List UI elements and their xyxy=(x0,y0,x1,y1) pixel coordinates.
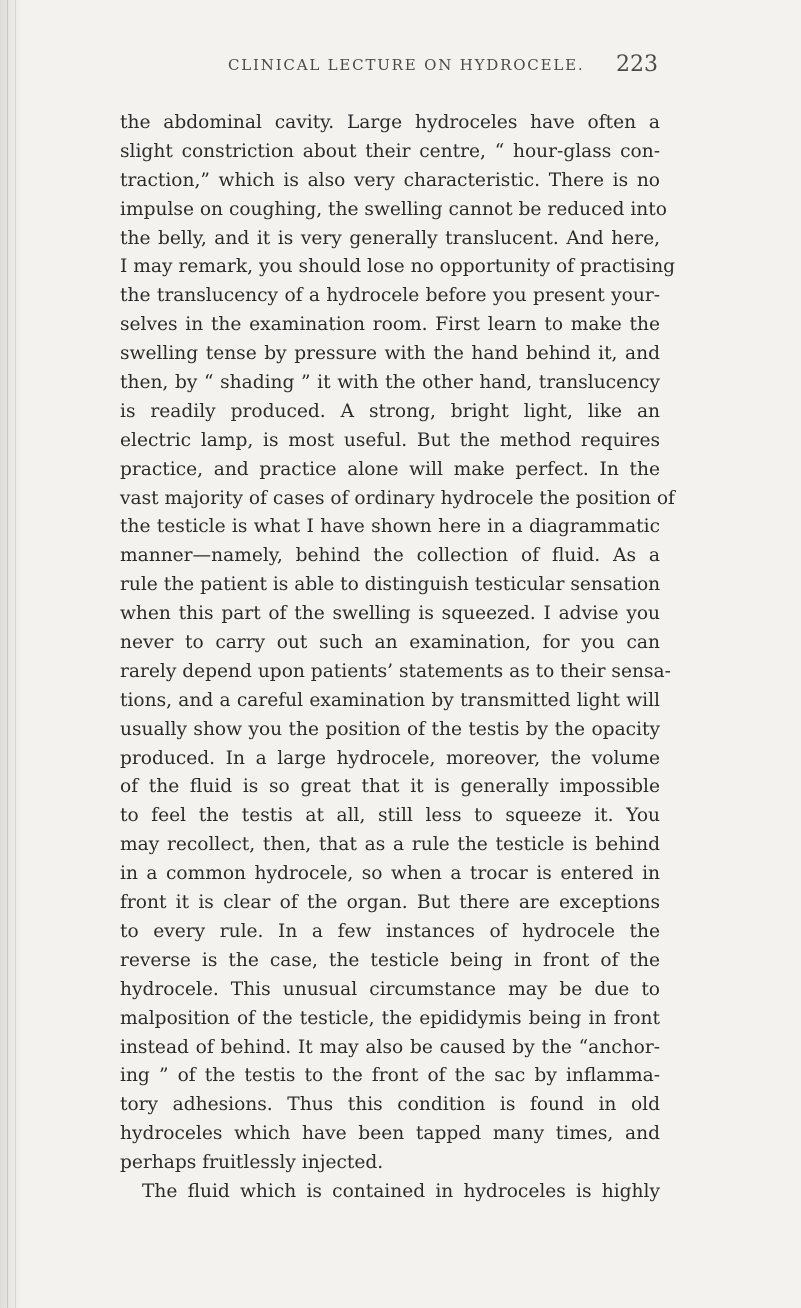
text-line: selves in the examination room. First learn to make the xyxy=(120,314,660,336)
text-line: The fluid which is contained in hydroceles is highly xyxy=(142,1180,660,1202)
text-line: I may remark, you should lose no opportunity of practising xyxy=(120,256,676,278)
text-line: electric lamp, is most useful. But the method requires xyxy=(120,429,660,451)
text-line: produced. In a large hydrocele, moreover, the volume xyxy=(120,747,660,769)
text-line: impulse on coughing, the swelling cannot be reduced into xyxy=(120,198,667,220)
text-line: slight constriction about their centre, “ hour-glass con- xyxy=(120,140,660,162)
text-line: when this part of the swelling is squeezed. I advise you xyxy=(120,603,660,625)
text-line: usually show you the position of the testis by the opacity xyxy=(120,718,660,740)
text-line: tory adhesions. Thus this condition is found in old xyxy=(120,1094,660,1116)
text-line: never to carry out such an examination, for you can xyxy=(120,632,660,654)
text-line: the testicle is what I have shown here in a diagrammatic xyxy=(120,516,660,538)
text-line: front it is clear of the organ. But there are exceptions xyxy=(120,892,660,914)
running-head: CLINICAL LECTURE ON HYDROCELE. xyxy=(228,56,585,74)
text-line: manner—namely, behind the collection of fluid. As a xyxy=(120,545,660,567)
text-line: hydroceles which have been tapped many times, and xyxy=(120,1123,660,1145)
text-line: to feel the testis at all, still less to squeeze it. You xyxy=(120,805,660,827)
text-line: practice, and practice alone will make perfect. In the xyxy=(120,458,660,480)
text-line: traction,” which is also very characteristic. There is no xyxy=(120,169,660,191)
page-header xyxy=(0,52,801,86)
text-line: perhaps fruitlessly injected. xyxy=(120,1152,384,1174)
text-line: to every rule. In a few instances of hydrocele the xyxy=(120,920,660,942)
text-line: then, by “ shading ” it with the other hand, translucency xyxy=(120,372,660,394)
text-line: vast majority of cases of ordinary hydrocele the position of xyxy=(120,487,675,509)
text-line: instead of behind. It may also be caused by the “anchor- xyxy=(120,1036,660,1058)
text-line: may recollect, then, that as a rule the testicle is behind xyxy=(120,834,660,856)
text-line: tions, and a careful examination by transmitted light will xyxy=(120,689,660,711)
body-text xyxy=(120,109,676,1207)
text-line: hydrocele. This unusual circumstance may be due to xyxy=(120,978,660,1000)
text-line: of the fluid is so great that it is generally impossible xyxy=(120,776,660,798)
page-number: 223 xyxy=(616,52,658,77)
text-line: ing ” of the testis to the front of the sac by inflamma- xyxy=(120,1065,660,1087)
text-line: in a common hydrocele, so when a trocar is entered in xyxy=(120,863,660,885)
text-line: rarely depend upon patients’ statements as to their sensa- xyxy=(120,660,671,682)
page-edge xyxy=(0,0,22,1308)
text-line: reverse is the case, the testicle being in front of the xyxy=(120,949,660,971)
text-line: the translucency of a hydrocele before you present your- xyxy=(120,285,660,307)
text-line: swelling tense by pressure with the hand behind it, and xyxy=(120,343,660,365)
text-line: is readily produced. A strong, bright light, like an xyxy=(120,400,660,422)
text-line: the abdominal cavity. Large hydroceles have often a xyxy=(120,112,660,133)
text-line: malposition of the testicle, the epididymis being in front xyxy=(120,1007,660,1029)
text-line: rule the patient is able to distinguish testicular sensation xyxy=(120,574,661,596)
text-line: the belly, and it is very generally translucent. And here, xyxy=(120,227,660,249)
